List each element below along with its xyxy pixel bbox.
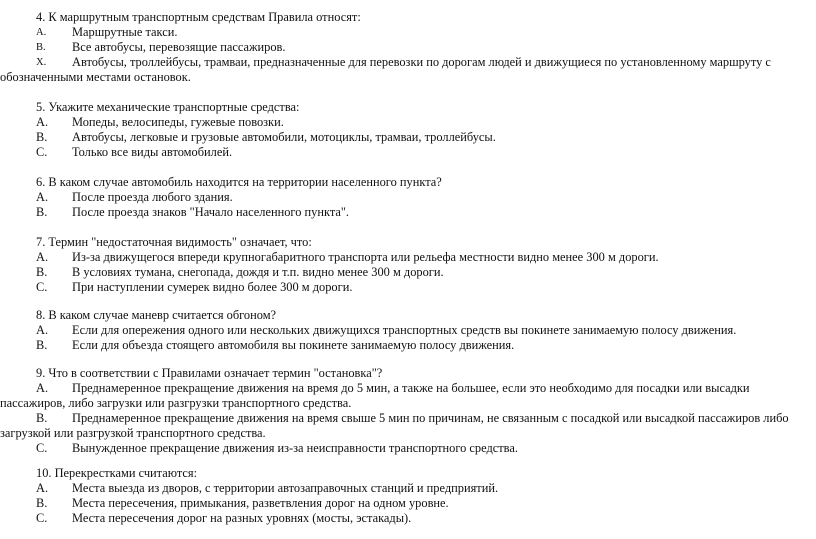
option-letter: В. <box>36 42 46 53</box>
option-text: Если для опережения одного или нескольких движущихся транспортных средств вы покинете занимаемую полосу движения. <box>72 323 737 337</box>
question-title: 5. Укажите механические транспортные средства: <box>36 100 300 114</box>
answer-option <box>36 265 806 280</box>
option-letter: А. <box>36 27 47 38</box>
option-text: После проезда любого здания. <box>72 190 233 204</box>
option-text: Преднамеренное прекращение движения на время свыше 5 мин по причинам, не связанным с посадкой или высадкой пассажиров либо загрузкой или разгрузкой транспортного средства. <box>0 411 789 440</box>
option-text: Места пересечения, примыкания, разветвления дорог на одном уровне. <box>72 496 449 510</box>
option-letter: Х. <box>36 57 47 68</box>
answer-option <box>36 338 806 353</box>
question-title: 9. Что в соответствии с Правилами означает термин "остановка"? <box>36 366 383 380</box>
question-8 <box>36 308 806 353</box>
question-4 <box>0 10 806 85</box>
option-letter: С. <box>36 145 48 159</box>
answer-option <box>36 323 806 338</box>
answer-option <box>36 205 806 220</box>
answer-option <box>36 441 806 456</box>
option-text: Автобусы, троллейбусы, трамваи, предназначенные для перевозки по дорогам людей и движущиеся по установленному маршруту с обозначенными местами остановок. <box>0 55 771 84</box>
question-6 <box>36 175 806 220</box>
question-title: 8. В каком случае маневр считается обгоном? <box>36 308 277 322</box>
option-text: Только все виды автомобилей. <box>72 145 233 159</box>
option-letter: В. <box>36 411 48 425</box>
option-letter: А. <box>36 190 49 204</box>
answer-option <box>36 481 806 496</box>
answer-option <box>36 130 806 145</box>
option-letter: В. <box>36 265 48 279</box>
question-5 <box>36 100 806 160</box>
answer-option <box>36 511 806 526</box>
option-text: Вынужденное прекращение движения из-за неисправности транспортного средства. <box>72 441 518 455</box>
answer-option <box>0 381 806 411</box>
option-text: Из-за движущегося впереди крупногабаритного транспорта или рельефа местности видно менее 300 м дороги. <box>72 250 659 264</box>
question-title: 4. К маршрутным транспортным средствам Правила относят: <box>36 10 361 24</box>
option-letter: А. <box>36 323 49 337</box>
question-title: 10. Перекрестками считаются: <box>36 466 198 480</box>
answer-option <box>36 25 806 40</box>
option-letter: С. <box>36 441 48 455</box>
option-letter: В. <box>36 205 48 219</box>
option-text: Места выезда из дворов, с территории автозаправочных станций и предприятий. <box>72 481 499 495</box>
answer-option <box>36 250 806 265</box>
option-letter: В. <box>36 496 48 510</box>
question-10 <box>36 466 806 526</box>
option-text: Места пересечения дорог на разных уровнях (мосты, эстакады). <box>72 511 412 525</box>
option-letter: А. <box>36 115 49 129</box>
option-text: Автобусы, легковые и грузовые автомобили, мотоциклы, трамваи, троллейбусы. <box>72 130 496 144</box>
option-text: После проезда знаков "Начало населенного пункта". <box>72 205 350 219</box>
answer-option <box>36 190 806 205</box>
answer-option <box>36 280 806 295</box>
option-letter: С. <box>36 511 48 525</box>
option-text: Мопеды, велосипеды, гужевые повозки. <box>72 115 284 129</box>
option-text: Маршрутные такси. <box>72 25 178 39</box>
answer-option <box>36 496 806 511</box>
option-text: При наступлении сумерек видно более 300 м дороги. <box>72 280 353 294</box>
option-letter: В. <box>36 130 48 144</box>
answer-option <box>36 145 806 160</box>
question-7 <box>36 235 806 295</box>
answer-option <box>36 40 806 55</box>
option-letter: А. <box>36 381 49 395</box>
answer-option <box>0 55 806 85</box>
option-text: Если для объезда стоящего автомобиля вы покинете занимаемую полосу движения. <box>72 338 515 352</box>
option-text: Преднамеренное прекращение движения на время до 5 мин, а также на большее, если это необходимо для посадки или высадки пассажиров, либо загрузки или разгрузки транспортного средства. <box>0 381 750 410</box>
option-letter: А. <box>36 481 49 495</box>
answer-option <box>0 411 806 441</box>
option-letter: В. <box>36 338 48 352</box>
question-title: 6. В каком случае автомобиль находится на территории населенного пункта? <box>36 175 442 189</box>
answer-option <box>36 115 806 130</box>
question-title: 7. Термин "недостаточная видимость" означает, что: <box>36 235 312 249</box>
option-text: Все автобусы, перевозящие пассажиров. <box>72 40 286 54</box>
option-letter: А. <box>36 250 49 264</box>
question-9 <box>0 366 806 456</box>
option-text: В условиях тумана, снегопада, дождя и т.п. видно менее 300 м дороги. <box>72 265 444 279</box>
option-letter: С. <box>36 280 48 294</box>
